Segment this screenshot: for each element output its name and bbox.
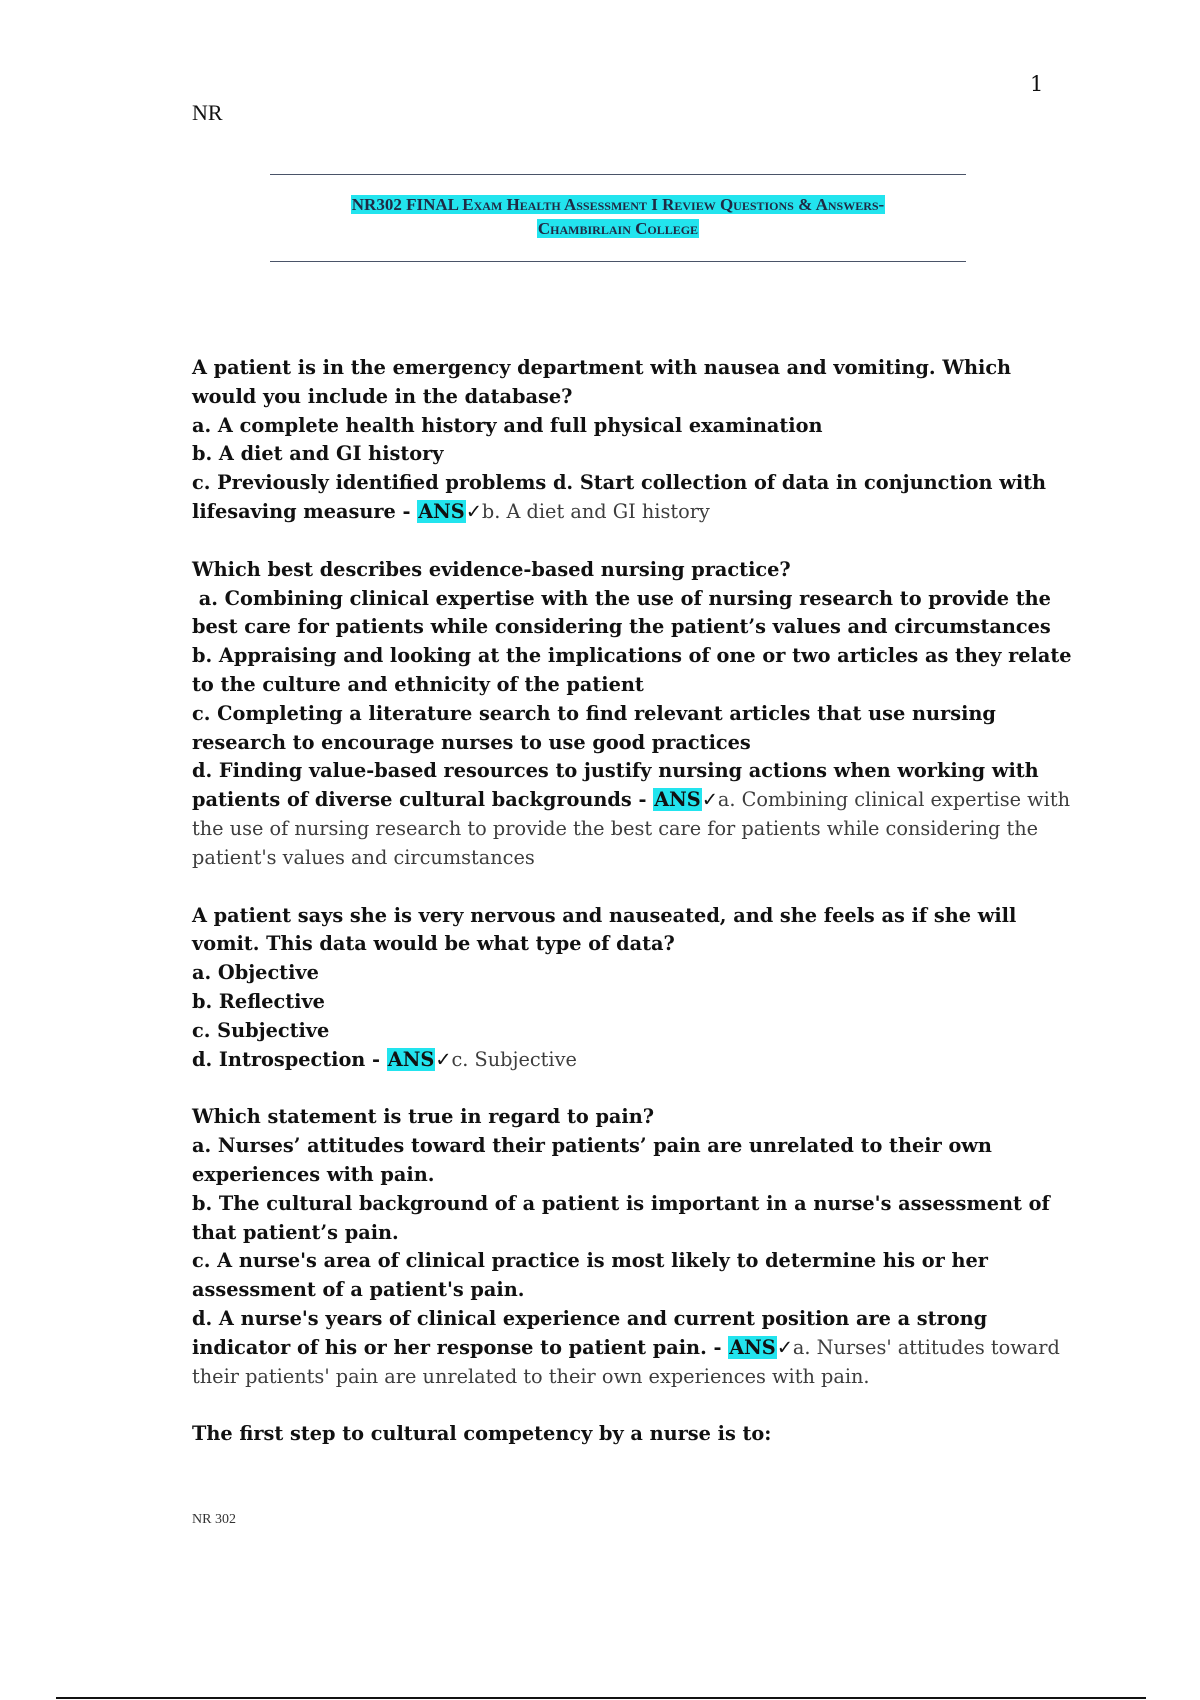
question-1-answer: b. A diet and GI history — [481, 499, 710, 523]
question-2-answer: a. Combining clinical expertise with the use of nursing research to provide the best care for patients while considering the patient's values and circumstances — [192, 788, 1070, 869]
question-4-option-d: d. A nurse's years of clinical experience and current position are a strong indicator of his or her response to patient pain. - — [192, 1306, 988, 1359]
question-2-stem: Which best describes evidence-based nursing practice? — [192, 557, 791, 581]
question-3-stem: A patient says she is very nervous and nauseated, and she feels as if she will vomit. This data would be what type of data? — [192, 903, 1017, 956]
question-2-option-c: c. Completing a literature search to find relevant articles that use nursing research to encourage nurses to use good practices — [192, 701, 996, 754]
question-1-option-a: a. A complete health history and full physical examination — [192, 413, 823, 437]
question-3-option-c: c. Subjective — [192, 1018, 330, 1042]
question-2-option-d: d. Finding value-based resources to justify nursing actions when working with patients of diverse cultural backgrounds - — [192, 759, 1039, 812]
question-2-option-a: a. Combining clinical expertise with the use of nursing research to provide the best care for patients while considering the patient’s values and circumstances — [192, 586, 1058, 639]
question-3-final-line — [192, 1046, 1072, 1075]
question-4-stem: Which statement is true in regard to pain? — [192, 1105, 655, 1129]
checkmark-icon: ✓ — [701, 788, 718, 812]
question-4-option-b: b. The cultural background of a patient is important in a nurse's assessment of that patient’s pain. — [192, 1191, 1050, 1244]
question-3-option-b: b. Reflective — [192, 989, 325, 1013]
question-1-stem: A patient is in the emergency department with nausea and vomiting. Which would you include in the database? — [192, 356, 1012, 408]
question-block-2 — [192, 556, 1072, 873]
title-bottom-rule — [270, 261, 966, 262]
ans-highlight: ANS — [387, 1047, 435, 1071]
question-4-option-c: c. A nurse's area of clinical practice is most likely to determine his or her assessment of a patient's pain. — [192, 1249, 988, 1302]
question-4-option-a: a. Nurses’ attitudes toward their patients’ pain are unrelated to their own experiences with pain. — [192, 1134, 992, 1186]
checkmark-icon: ✓ — [435, 1047, 452, 1071]
question-5-stem: The first step to cultural competency by a nurse is to: — [192, 1422, 772, 1446]
question-1-option-b: b. A diet and GI history — [192, 442, 444, 466]
document-title — [270, 193, 966, 241]
question-3-option-a: a. Objective — [192, 961, 319, 985]
question-block-3 — [192, 902, 1072, 1075]
title-line-2: Chambirlain College — [537, 219, 699, 238]
question-list — [192, 354, 1072, 1478]
question-3-answer: c. Subjective — [451, 1047, 577, 1071]
question-4-final-line — [192, 1305, 1072, 1391]
ans-highlight: ANS — [729, 1335, 776, 1359]
page-number: 1 — [1030, 72, 1044, 96]
ans-highlight: ANS — [418, 499, 465, 523]
question-2-final-line — [192, 757, 1072, 872]
footer-course-code: NR 302 — [192, 1512, 236, 1527]
ans-highlight: ANS — [654, 788, 701, 812]
question-1-final-line — [192, 469, 1072, 527]
checkmark-icon: ✓ — [776, 1335, 793, 1359]
question-block-1 — [192, 354, 1072, 527]
checkmark-icon: ✓ — [465, 499, 482, 523]
question-4-answer: a. Nurses' attitudes toward their patients' pain are unrelated to their own experiences with pain. — [192, 1335, 1060, 1388]
header-course-code: NR — [192, 100, 223, 125]
question-block-4 — [192, 1103, 1072, 1391]
page-bottom-rule — [56, 1697, 1146, 1699]
question-block-5 — [192, 1420, 1072, 1449]
title-top-rule — [270, 174, 966, 175]
question-1-option-c-d: c. Previously identified problems d. Start collection of data in conjunction with lifesaving measure - — [192, 471, 1047, 523]
title-line-1: NR302 FINAL Exam Health Assessment I Review Questions & Answers- — [351, 195, 885, 214]
question-3-option-d: d. Introspection - — [192, 1047, 387, 1071]
question-2-option-b: b. Appraising and looking at the implications of one or two articles as they relate to the culture and ethnicity of the patient — [192, 644, 1072, 696]
